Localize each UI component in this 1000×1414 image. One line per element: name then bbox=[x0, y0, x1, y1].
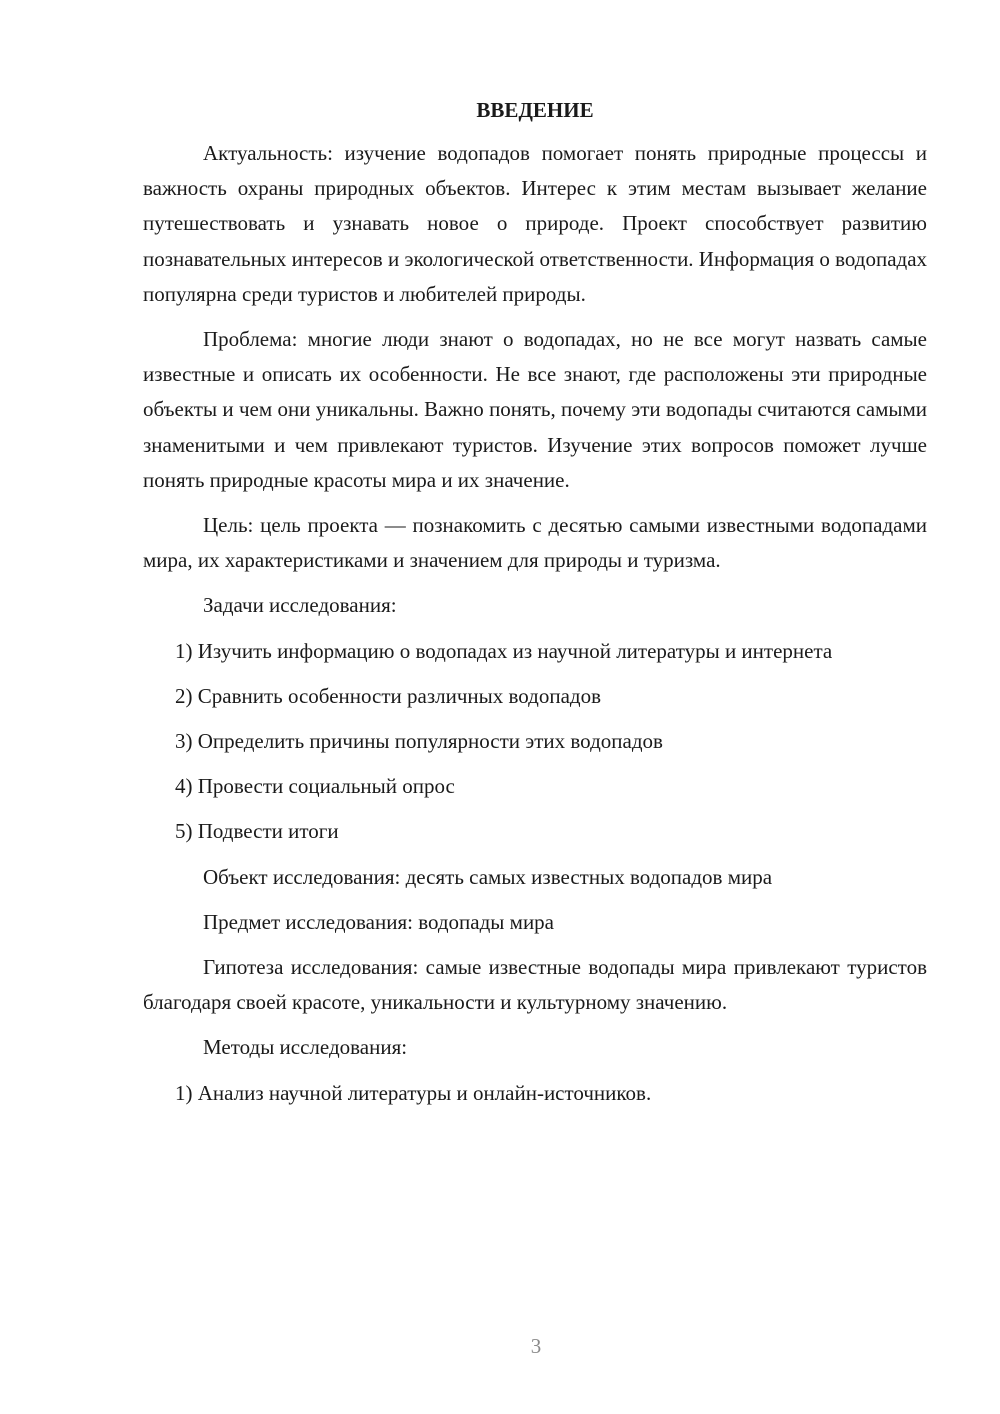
methods-heading: Методы исследования: bbox=[203, 1035, 408, 1060]
method-item-1: 1) Анализ научной литературы и онлайн-источников. bbox=[175, 1080, 652, 1105]
goal-paragraph: Цель: цель проекта — познакомить с десятью самыми известными водопадами мира, их характеристиками и значением для природы и туризма. bbox=[143, 513, 927, 573]
task-item-5: 5) Подвести итоги bbox=[175, 819, 339, 844]
section-title: ВВЕДЕНИЕ bbox=[476, 98, 594, 122]
page-number: 3 bbox=[530, 1334, 542, 1358]
tasks-heading: Задачи исследования: bbox=[203, 593, 397, 618]
problem-paragraph: Проблема: многие люди знают о водопадах, но не все могут назвать самые известные и описать их особенности. Не все знают, где расположены эти природные объекты и чем они уникальны. Важно понять, почему эти водопады считаются самыми знаменитыми и чем привлекают туристов. Изучение этих вопросов поможет лучше понять природные красоты мира и их значение. bbox=[143, 327, 927, 492]
task-item-4: 4) Провести социальный опрос bbox=[175, 774, 455, 799]
research-subject: Предмет исследования: водопады мира bbox=[203, 909, 555, 934]
task-item-3: 3) Определить причины популярности этих водопадов bbox=[175, 729, 663, 754]
task-item-1: 1) Изучить информацию о водопадах из научной литературы и интернета bbox=[175, 638, 833, 663]
hypothesis-paragraph: Гипотеза исследования: самые известные водопады мира привлекают туристов благодаря своей красоте, уникальности и культурному значению. bbox=[143, 955, 927, 1015]
document-page bbox=[143, 94, 927, 1121]
relevance-paragraph: Актуальность: изучение водопадов помогает понять природные процессы и важность охраны природных объектов. Интерес к этим местам вызывает желание путешествовать и узнавать новое о природе. Проект способствует развитию познавательных интересов и экологической ответственности. Информация о водопадах популярна среди туристов и любителей природы. bbox=[143, 141, 928, 306]
research-object: Объект исследования: десять самых известных водопадов мира bbox=[203, 864, 773, 889]
task-item-2: 2) Сравнить особенности различных водопадов bbox=[175, 683, 602, 708]
